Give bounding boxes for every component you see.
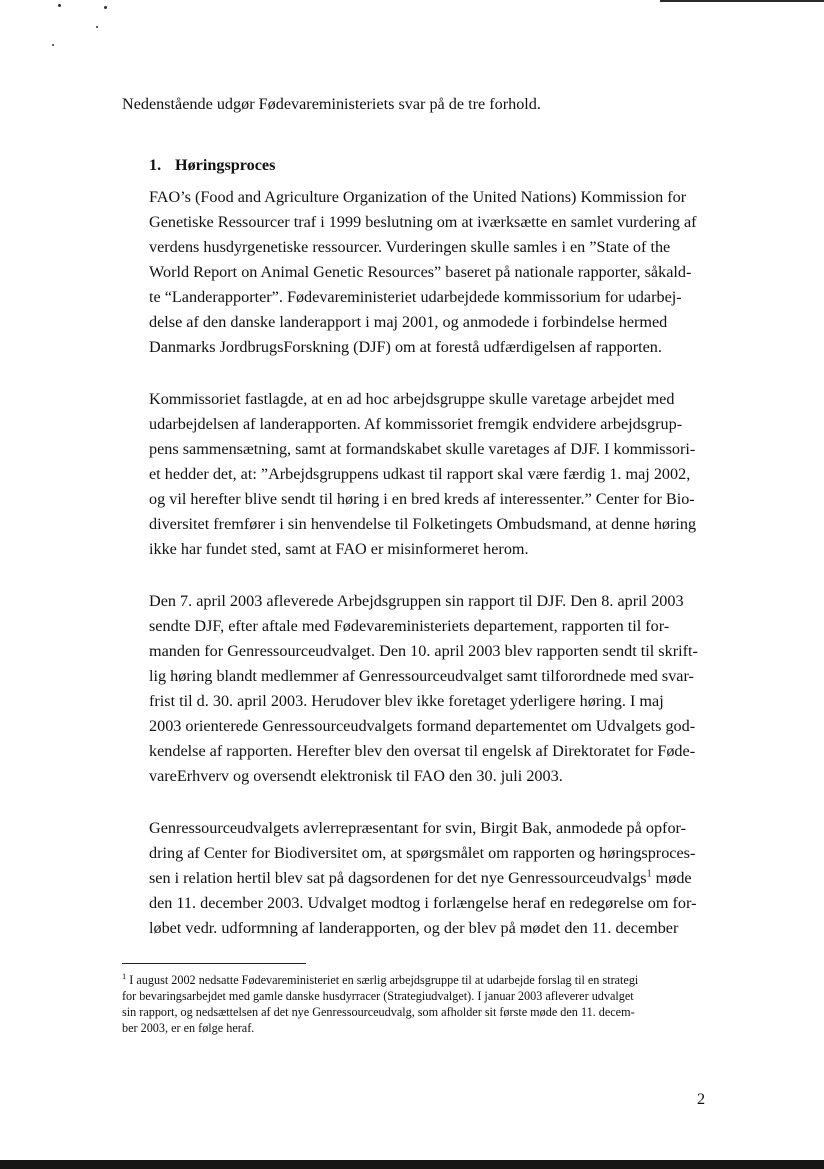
footnote-ref: 1 [646,868,652,880]
scan-speck [58,4,61,7]
paragraph-line: sendte DJF, efter aftale med Fødevareministeriets departement, rapporten til for- [149,617,670,635]
paragraph-line: pens sammensætning, samt at formandskabet skulle varetages af DJF. I kommissori- [149,440,696,458]
scan-border [0,1160,824,1169]
line-text: sen i relation hertil blev sat på dagsordenen for det nye Genressourceudvalgs [149,869,647,887]
paragraph-line: diversitet fremfører i sin henvendelse til Folketingets Ombudsmand, at denne høring [149,515,697,533]
paragraph-line: FAO’s (Food and Agriculture Organization of the United Nations) Kommission for [149,188,687,206]
paragraph-line: udarbejdelsen af landerapporten. Af kommissoriet fremgik endvidere arbejdsgrup- [149,415,683,433]
page-number: 2 [697,1090,706,1108]
footnote-line: ber 2003, er en følge heraf. [122,1021,255,1035]
section-title: Høringsproces [175,156,276,174]
paragraph-line: lig høring blandt medlemmer af Genressourceudvalget samt tilforordnede med svar- [149,667,694,685]
paragraph-line: løbet vedr. udformning af landerapporten, og der blev på mødet den 11. december [149,919,679,937]
footnote-marker: 1 [122,970,127,981]
paragraph-line: Genressourceudvalgets avlerrepræsentant for svin, Birgit Bak, anmodede på opfor- [149,819,687,837]
paragraph-line: Den 7. april 2003 afleverede Arbejdsgruppen sin rapport til DJF. Den 8. april 2003 [149,592,684,610]
footnote-line: for bevaringsarbejdet med gamle danske husdyrracer (Strategiudvalget). I januar 2003 afleverer udvalget [122,989,634,1003]
paragraph-line: vareErhverv og oversendt elektronisk til FAO den 30. juli 2003. [149,767,563,785]
scan-speck [96,26,98,28]
section-heading [149,155,275,175]
footnote-line [122,970,639,987]
paragraph-line: World Report on Animal Genetic Resources” baseret på nationale rapporter, såkald- [149,263,692,281]
paragraph-line: frist til d. 30. april 2003. Herudover blev ikke foretaget yderligere høring. I maj [149,692,664,710]
paragraph-line: ikke har fundet sted, samt at FAO er misinformeret herom. [149,540,529,558]
paragraph-line: Genetiske Ressourcer traf i 1999 beslutning om at iværksætte en samlet vurdering af [149,213,697,231]
paragraph-line: manden for Genressourceudvalget. Den 10. april 2003 blev rapporten sendt til skrift- [149,642,698,660]
intro-line: Nedenstående udgør Fødevareministeriets svar på de tre forhold. [122,95,541,113]
footnote-line: sin rapport, og nedsættelsen af det nye Genressourceudvalg, som afholder sit første møde den 11. decem- [122,1005,635,1019]
line-text-tail: møde [651,869,692,887]
paragraph-line: delse af den danske landerapport i maj 2001, og anmodede i forbindelse hermed [149,313,668,331]
scan-edge [660,0,824,2]
footnote-text: I august 2002 nedsatte Fødevareministeriet en særlig arbejdsgruppe til at udarbejde forslag til en strategi [126,973,639,987]
paragraph-line [149,868,692,888]
section-number: 1. [149,156,162,174]
paragraph-line: verdens husdyrgenetiske ressourcer. Vurderingen skulle samles i en ”State of the [149,238,671,256]
paragraph-line: et hedder det, at: ”Arbejdsgruppens udkast til rapport skal være færdig 1. maj 2002, [149,465,691,483]
paragraph-line: te “Landerapporter”. Fødevareministeriet udarbejdede kommissorium for udarbej- [149,288,682,306]
paragraph-line: 2003 orienterede Genressourceudvalgets formand departementet om Udvalgets god- [149,717,696,735]
paragraph-line: Kommissoriet fastlagde, at en ad hoc arbejdsgruppe skulle varetage arbejdet med [149,390,675,408]
scan-speck [52,44,54,46]
paragraph-line: og vil herefter blive sendt til høring i en bred kreds af interessenter.” Center for Bio- [149,490,695,508]
scan-speck [104,6,107,9]
paragraph-line: kendelse af rapporten. Herefter blev den oversat til engelsk af Direktoratet for Føde- [149,742,696,760]
paragraph-line: dring af Center for Biodiversitet om, at spørgsmålet om rapporten og høringsproces- [149,844,696,862]
paragraph-line: Danmarks JordbrugsForskning (DJF) om at forestå udfærdigelsen af rapporten. [149,338,662,356]
paragraph-line: den 11. december 2003. Udvalget modtog i forlængelse heraf en redegørelse om for- [149,894,697,912]
footnote-rule [122,963,306,964]
